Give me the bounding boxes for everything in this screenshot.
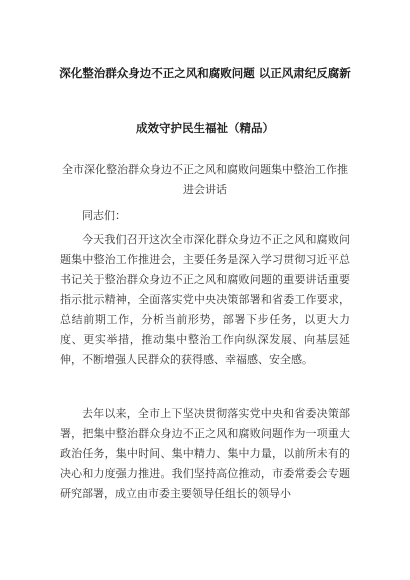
body-paragraph-1: 今天我们召开这次全市深化群众身边不正之风和腐败问题集中整治工作推进会，主要任务是深入学习贯彻习近平总书记关于整治群众身边不正之风和腐败问题的重要讲话重要指示批示精神，全面落实党中央决策部署和省委工作要求，总结前期工作，分析当前形势，部署下步任务，以更大力度、更实举措，推动集中整治工作向纵深发展、向基层延伸，不断增强人民群众的获得感、幸福感、安全感。 xyxy=(60,233,350,366)
document-title-line-2: 成效守护民生福祉（精品） xyxy=(136,121,274,135)
document-title-line-1: 深化整治群众身边不正之风和腐败问题 以正风肃纪反腐新 xyxy=(59,66,351,80)
speech-subtitle: 全市深化整治群众身边不正之风和腐败问题集中整治工作推进会讲话 xyxy=(62,163,348,196)
body-paragraph-2: 去年以来，全市上下坚决贯彻落实党中央和省委决策部署，把集中整治群众身边不正之风和腐败问题作为一项重大政治任务，集中时间、集中精力、集中力量，以前所未有的决心和力度强力推进。我们坚持高位推动，市委常委会专题研究部署，成立由市委主要领导任组长的领导小 xyxy=(60,407,350,500)
salutation: 同志们： xyxy=(82,209,126,222)
